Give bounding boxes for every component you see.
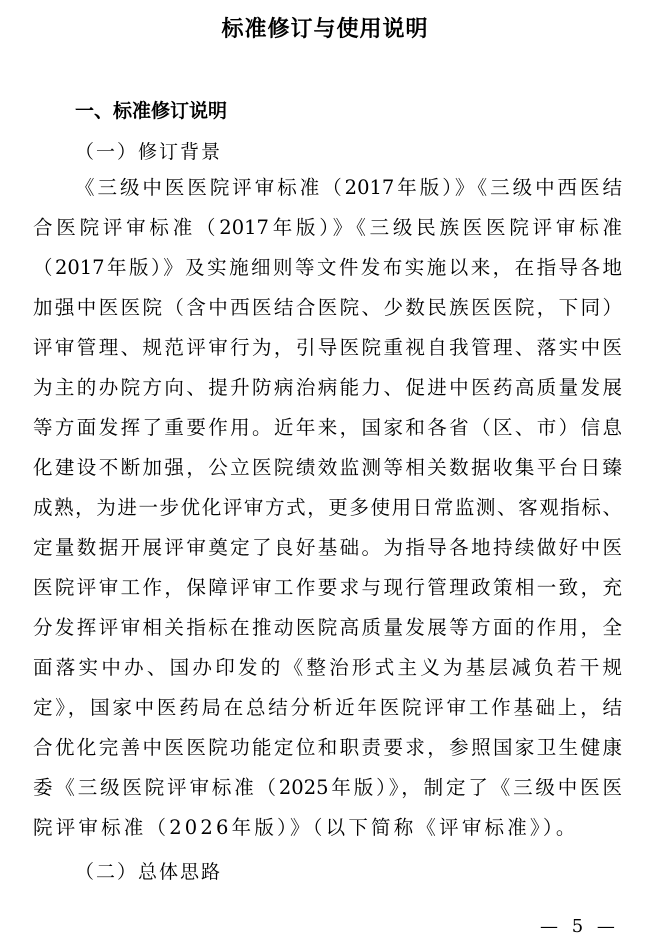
paragraph-line: 成熟，为进一步优化评审方式，更多使用日常监测、客观指标、	[33, 496, 622, 519]
paragraph-line: 评审管理、规范评审行为，引导医院重视自我管理、落实中医	[33, 336, 622, 359]
paragraph-line: 加强中医医院（含中西医结合医院、少数民族医医院，下同）	[33, 296, 622, 319]
paragraph-line: 《三级中医医院评审标准（2017年版）》《三级中西医结	[75, 176, 622, 199]
subsection-heading-approach: （二）总体思路	[75, 861, 223, 883]
paragraph-line: 等方面发挥了重要作用。近年来，国家和各省（区、市）信息	[33, 416, 622, 439]
subsection-heading-background: （一）修订背景	[75, 141, 223, 163]
paragraph-line: 医院评审工作，保障评审工作要求与现行管理政策相一致，充	[33, 576, 622, 599]
document-title: 标准修订与使用说明	[221, 17, 429, 42]
page-number: — 5 —	[540, 916, 619, 937]
paragraph-line: （2017年版）》及实施细则等文件发布实施以来，在指导各地	[33, 256, 622, 279]
paragraph-line: 合优化完善中医医院功能定位和职责要求，参照国家卫生健康	[33, 736, 622, 759]
section-heading: 一、标准修订说明	[75, 100, 228, 122]
paragraph-line: 合医院评审标准（2017年版）》《三级民族医医院评审标准	[33, 216, 622, 239]
paragraph-line: 委《三级医院评审标准（2025年版）》，制定了《三级中医医	[33, 776, 622, 799]
paragraph-line: 分发挥评审相关指标在推动医院高质量发展等方面的作用，全	[33, 616, 622, 639]
paragraph-line: 化建设不断加强，公立医院绩效监测等相关数据收集平台日臻	[33, 456, 622, 479]
paragraph-line: 定量数据开展评审奠定了良好基础。为指导各地持续做好中医	[33, 536, 622, 559]
paragraph-line: 定》，国家中医药局在总结分析近年医院评审工作基础上，结	[33, 696, 622, 719]
paragraph-line: 院评审标准（2026年版）》（以下简称《评审标准》）。	[33, 816, 579, 839]
paragraph-line: 面落实中办、国办印发的《整治形式主义为基层减负若干规	[33, 656, 622, 679]
paragraph-line: 为主的办院方向、提升防病治病能力、促进中医药高质量发展	[33, 376, 622, 399]
